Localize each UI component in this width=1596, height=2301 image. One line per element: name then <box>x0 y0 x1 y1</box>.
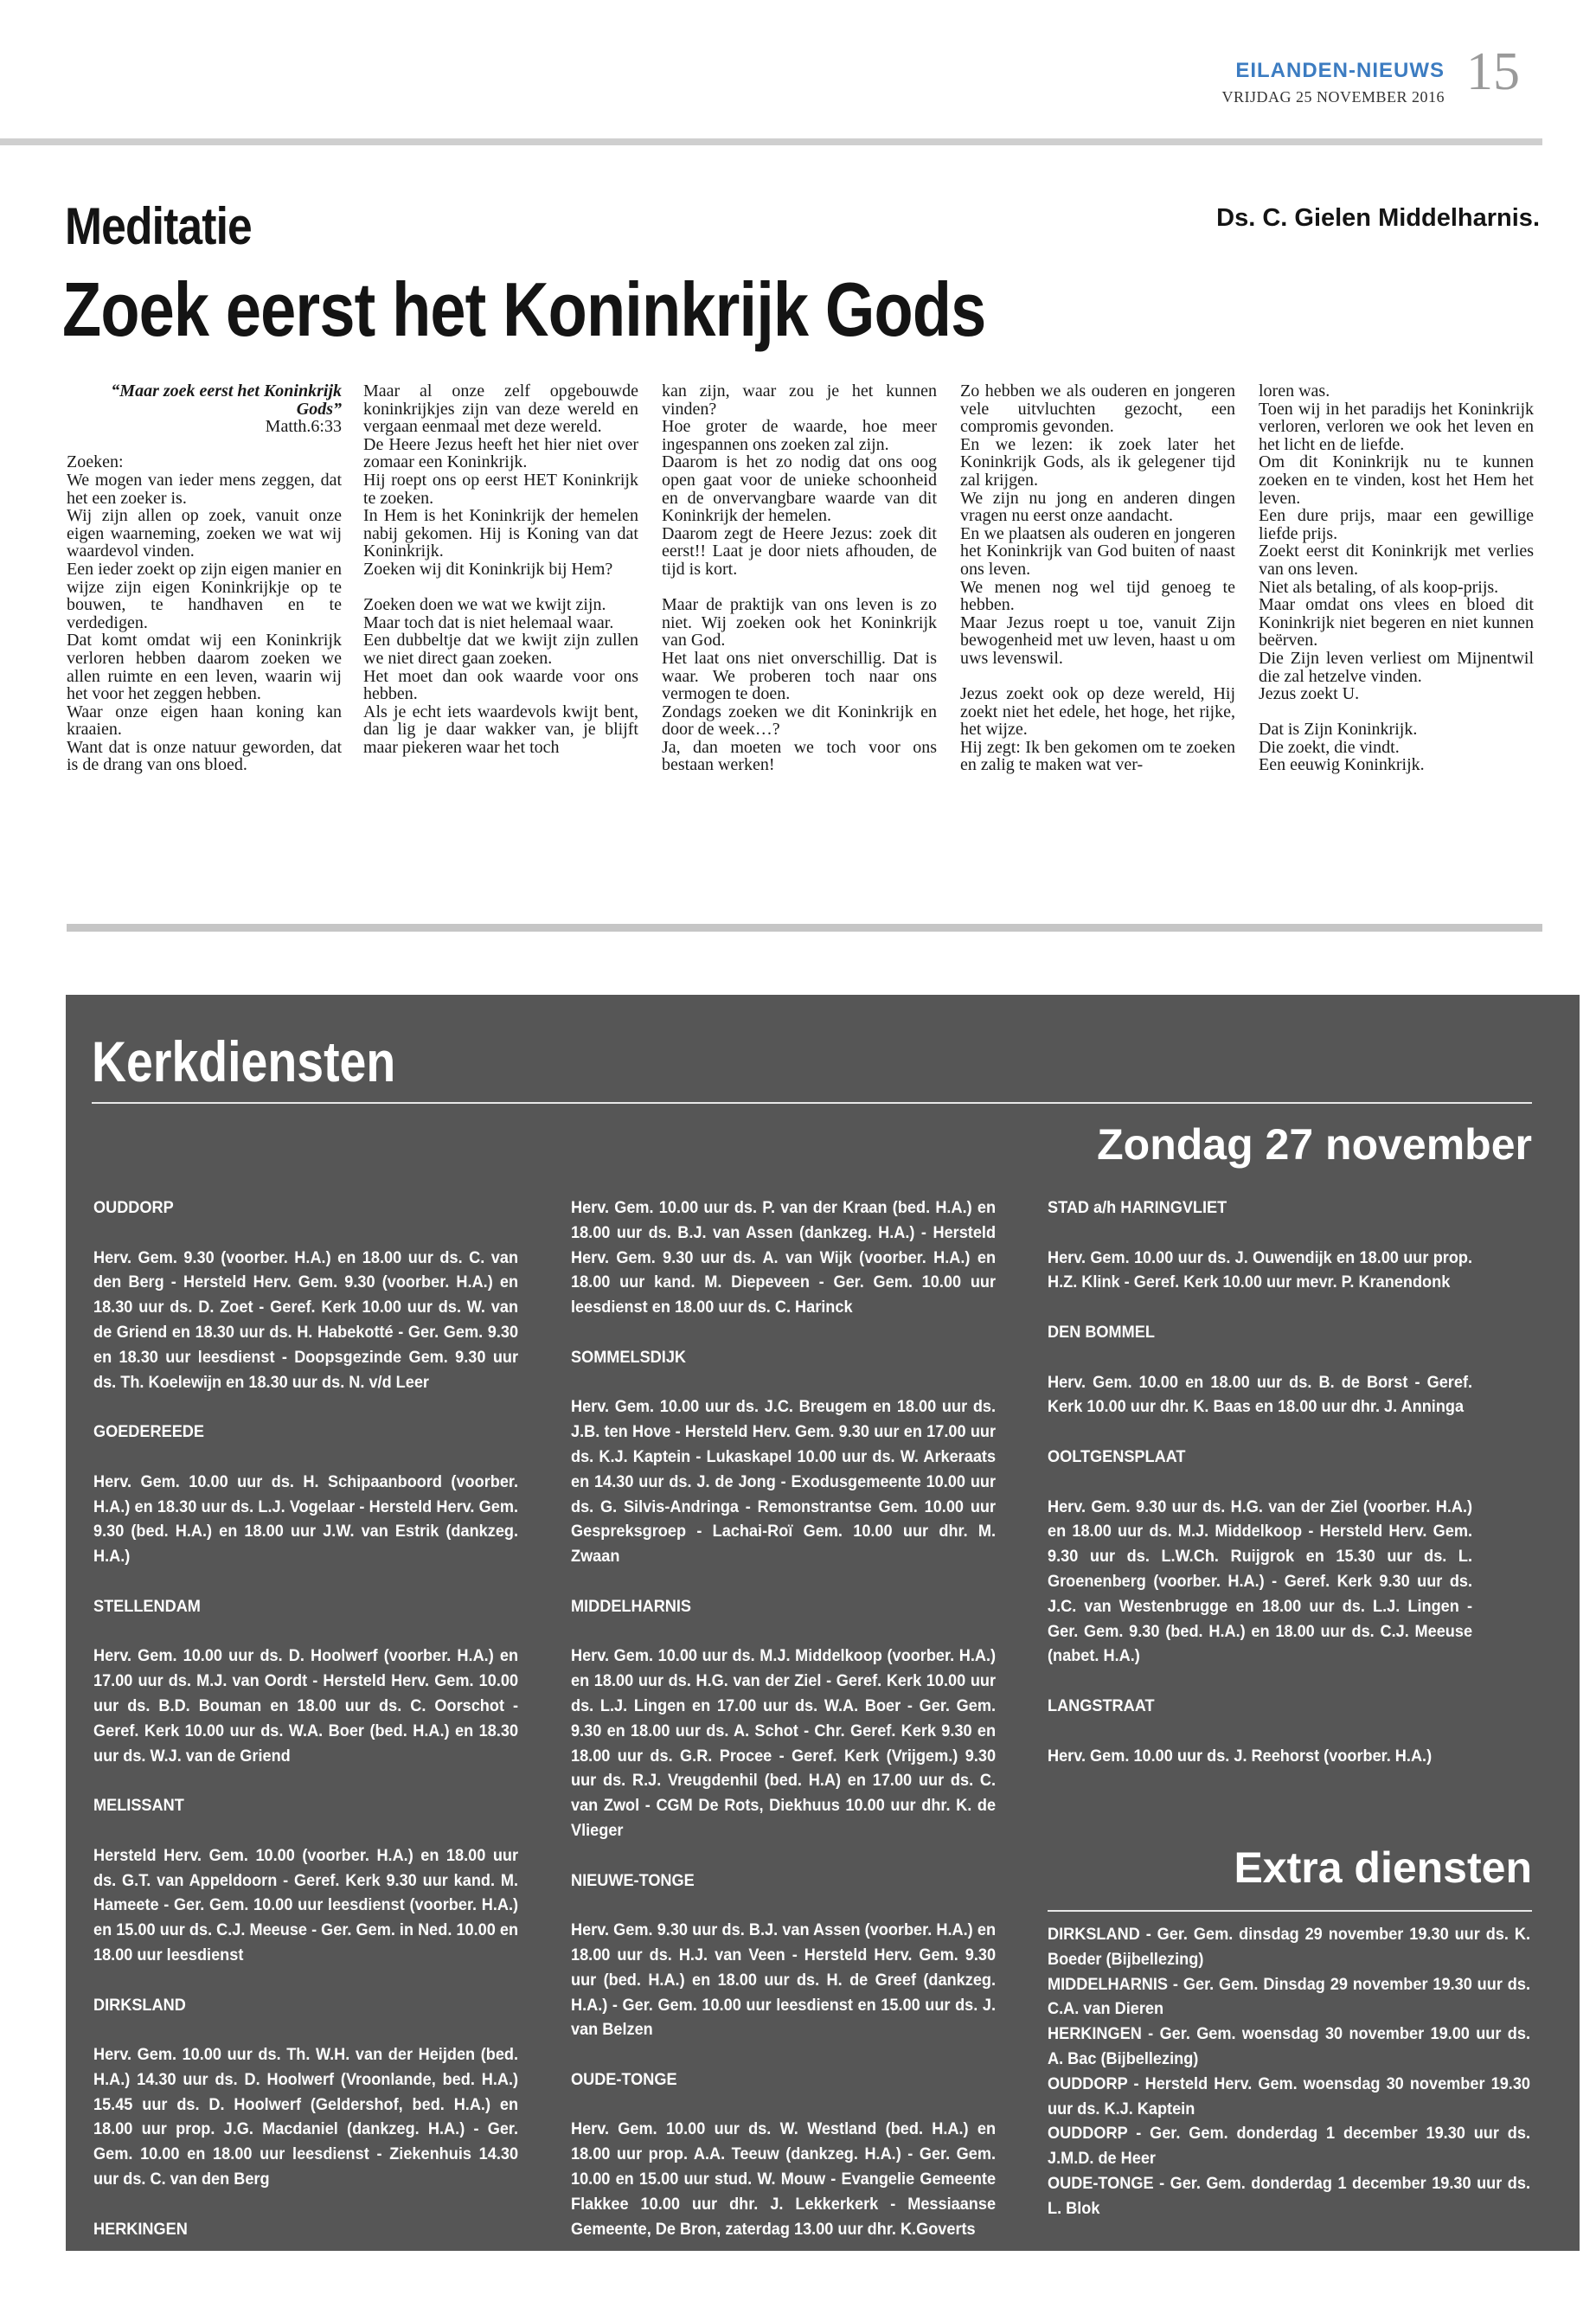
service-listing: Herv. Gem. 10.00 uur ds. D. Hoolwerf (voorber. H.A.) en 17.00 uur ds. M.J. van Oordt - Hersteld Herv. Gem. 10.00 uur ds. B.D. Bouman en 18.00 uur ds. C. Oorschot - Geref. Kerk 10.00 uur ds. W.A. Boer (bed. H.A.) en 18.30 uur ds. W.J. van de Griend <box>93 1646 519 1766</box>
header-divider <box>0 138 1542 145</box>
article-paragraph: Dat komt omdat wij een Koninkrijk verloren hebben daarom zoeken we allen ruimte en een leven, waarin wij het voor het zeggen hebben. <box>67 631 342 704</box>
service-listing: Herv. Gem. 10.00 uur ds. W. Westland (bed. H.A.) en 18.00 uur prop. A.A. Teeuw (dankzeg. H.A.) - Ger. Gem. 10.00 en 15.00 uur stud. W. Mouw - Evangelie Gemeente Flakkee 10.00 uur dhr. J. Lekkerkerk - Messiaanse Gemeente, De Bron, zaterdag 13.00 uur dhr. K.Goverts <box>571 2119 997 2239</box>
article-paragraph: Een ieder zoekt op zijn eigen manier en wijze zijn eigen Koninkrijkje op te bouwen, te handhaven en te verdedigen. <box>67 559 342 632</box>
article-paragraph: We menen nog wel tijd genoeg te hebben. <box>960 577 1235 615</box>
service-listing: Herv. Gem. 10.00 uur ds. P. van der Kraan (bed. H.A.) en 18.00 uur ds. B.J. van Assen (dankzeg. H.A.) - Hersteld Herv. Gem. 9.30 uur ds. A. van Wijk (voorber. H.A.) en 18.00 uur kand. M. Diepeveen - Ger. Gem. 10.00 uur leesdienst en 18.00 uur ds. C. Harinck <box>571 1198 997 1317</box>
newspaper-brand: EILANDEN-NIEUWS <box>1235 59 1445 82</box>
article-paragraph: Ja, dan moeten we toch voor ons bestaan werken! <box>662 737 937 775</box>
column-body <box>662 382 937 774</box>
article-paragraph: Waar onze eigen haan koning kan kraaien. <box>67 702 342 740</box>
bible-quote: “Maar zoek eerst het Koninkrijk Gods” <box>111 381 342 419</box>
article-paragraph: Maar de praktijk van ons leven is zo niet. Wij zoeken ook het Koninkrijk van God. <box>662 595 937 651</box>
article-paragraph: Niet als betaling, of als koop-prijs. <box>1259 577 1499 597</box>
article-column-1 <box>67 382 342 774</box>
town-heading: LANGSTRAAT <box>1048 1695 1155 1715</box>
services-column-1 <box>93 1195 518 2266</box>
article-paragraph: Wij zijn allen op zoek, vanuit onze eigen waarneming, zoeken we wat wij waardevol vinden. <box>67 506 342 561</box>
article-paragraph: Zoeken doen we wat we kwijt zijn. <box>363 595 606 615</box>
article-paragraph: Een dure prijs, maar een gewillige liefde prijs. <box>1259 506 1534 543</box>
article-paragraph: We zijn nu jong en anderen dingen vragen nu eerst onze aandacht. <box>960 488 1235 526</box>
article-column-5 <box>1259 382 1534 774</box>
services-column-3 <box>1048 1195 1472 1793</box>
article-paragraph: kan zijn, waar zou je het kunnen vinden? <box>662 381 937 419</box>
section-label: Meditatie <box>65 197 252 255</box>
article-paragraph: Dat is Zijn Koninkrijk. <box>1259 720 1418 740</box>
article-paragraph: We mogen van ieder mens zeggen, dat het een zoeker is. <box>67 470 342 508</box>
service-listing: Hersteld Herv. Gem. 10.00 (voorber. H.A.) en 18.00 uur ds. G.T. van Appeldoorn - Geref. Kerk 9.30 uur kand. M. Hameete - Ger. Gem. 10.00 uur leesdienst (voorber. H.A.) en 15.00 uur ds. C.J. Meeuse - Ger. Gem. in Ned. 10.00 en 18.00 uur leesdienst <box>93 1845 519 1965</box>
article-paragraph: Zoekt eerst dit Koninkrijk met verlies van ons leven. <box>1259 542 1534 579</box>
article-paragraph: Want dat is onze natuur geworden, dat is de drang van ons bloed. <box>67 737 342 775</box>
article-paragraph: En we plaatsen als ouderen en jongeren het Koninkrijk van God buiten of naast ons leven. <box>960 523 1235 579</box>
page-number: 15 <box>1466 42 1520 101</box>
article-paragraph: Als je echt iets waardevols kwijt bent, dan lig je daar wakker van, je blijft maar piekeren waar het toch <box>363 702 638 757</box>
article-paragraph: Jezus zoekt ook op deze wereld, Hij zoekt niet het edele, het hoge, het rijke, het wijze. <box>960 684 1235 740</box>
service-listing: Herv. Gem. 9.30 uur ds. B.J. van Assen (voorber. H.A.) en 18.00 uur ds. H.J. van Veen - Hersteld Herv. Gem. 9.30 uur (bed. H.A.) en 18.00 uur ds. H. de Greef (dankzeg. H.A.) - Ger. Gem. 10.00 uur leesdienst en 15.00 uur ds. J. van Belzen <box>571 1920 997 2040</box>
town-heading: STELLENDAM <box>93 1596 201 1616</box>
town-heading: HERKINGEN <box>93 2219 188 2239</box>
service-listing: Herv. Gem. 9.30 (voorber. H.A.) en 18.00 uur ds. C. van den Berg - Hersteld Herv. Gem. 9.30 (voorber. H.A.) en 18.30 uur ds. D. Zoet - Geref. Kerk 10.00 uur ds. W. van de Griend en 18.30 uur ds. H. Habekotté - Ger. Gem. 9.30 en 18.30 uur leesdienst - Doopsgezinde Gem. 9.30 uur ds. Th. Koelewijn en 18.30 uur ds. N. v/d Leer <box>93 1247 519 1392</box>
services-column-2 <box>571 1195 996 2266</box>
article-paragraph: Zoeken: <box>67 452 124 472</box>
issue-date: VRIJDAG 25 NOVEMBER 2016 <box>1221 88 1445 106</box>
town-heading: MELISSANT <box>93 1796 184 1816</box>
extra-service-item: DIRKSLAND - Ger. Gem. dinsdag 29 november 19.30 uur ds. K. Boeder (Bijbellezing) <box>1048 1925 1530 1969</box>
article-paragraph: Hij zegt: Ik ben gekomen om te zoeken en zalig te maken wat ver- <box>960 737 1235 775</box>
article-paragraph: Maar Jezus roept u toe, vanuit Zijn bewogenheid met uw leven, haast u om uws levenswil. <box>960 612 1235 668</box>
extra-service-item: HERKINGEN - Ger. Gem. woensdag 30 november 19.00 uur ds. A. Bac (Bijbellezing) <box>1048 2024 1530 2068</box>
extra-service-item: MIDDELHARNIS - Ger. Gem. Dinsdag 29 november 19.30 uur ds. C.A. van Dieren <box>1048 1974 1530 2019</box>
title-rule <box>92 1102 1532 1104</box>
service-listing: Herv. Gem. 10.00 uur ds. H. Schipaanboord (voorber. H.A.) en 18.30 uur ds. L.J. Vogelaar - Hersteld Herv. Gem. 9.30 (bed. H.A.) en 18.00 uur J.W. van Estrik (dankzeg. H.A.) <box>93 1471 519 1567</box>
article-paragraph: Een dubbeltje dat we kwijt zijn zullen we niet direct gaan zoeken. <box>363 631 638 668</box>
article-paragraph: loren was. <box>1259 381 1330 401</box>
town-heading: STAD a/h HARINGVLIET <box>1048 1198 1227 1217</box>
article-paragraph: En we lezen: ik zoek later het Koninkrijk Gods, als ik gelegener tijd zal krijgen. <box>960 434 1235 490</box>
article-paragraph: Zondags zoeken we dit Koninkrijk en door de week…? <box>662 702 937 740</box>
town-heading: DIRKSLAND <box>93 1995 186 2015</box>
article-paragraph: Daarom is het zo nodig dat ons oog open gaat voor de unieke schoonheid en de onvervangbare waarde van dit Koninkrijk der hemelen. <box>662 452 937 526</box>
article-paragraph: Die Zijn leven verliest om Mijnentwil die zal hetzelve vinden. <box>1259 648 1534 686</box>
town-heading: DEN BOMMEL <box>1048 1322 1155 1342</box>
article-paragraph: Daarom zegt de Heere Jezus: zoek dit eerst!! Laat je door niets afhouden, de tijd is kort. <box>662 523 937 579</box>
extra-service-item: OUDE-TONGE - Ger. Gem. donderdag 1 december 19.30 uur ds. L. Blok <box>1048 2173 1530 2218</box>
paragraph-gap <box>67 436 342 454</box>
column-body <box>67 453 342 774</box>
article-paragraph: Jezus zoekt U. <box>1259 684 1360 704</box>
article-paragraph: Toen wij in het paradijs het Koninkrijk verloren, verloren we ook het leven en het licht en de liefde. <box>1259 399 1534 454</box>
town-heading: MIDDELHARNIS <box>571 1596 692 1616</box>
article-paragraph: Een eeuwig Koninkrijk. <box>1259 755 1425 775</box>
column-body <box>960 382 1235 774</box>
article-paragraph: Die zoekt, die vindt. <box>1259 737 1400 757</box>
article-paragraph: Maar al onze zelf opgebouwde koninkrijkjes zijn van deze wereld en vergaan eenmaal met deze wereld. <box>363 381 638 437</box>
column-body <box>363 382 638 756</box>
services-date: Zondag 27 november <box>1097 1120 1532 1169</box>
article-paragraph: Het moet dan ook waarde voor ons hebben. <box>363 666 638 704</box>
article-paragraph: De Heere Jezus heeft het hier niet over zomaar een Koninkrijk. <box>363 434 638 472</box>
town-heading: GOEDEREEDE <box>93 1422 204 1442</box>
article-column-2 <box>363 382 638 756</box>
service-listing: Herv. Gem. 10.00 uur ds. J.C. Breugem en 18.00 uur ds. J.B. ten Hove - Hersteld Herv. Gem. 9.30 uur en 17.00 uur ds. K.J. Kaptein - Lukaskapel 10.00 uur ds. W. Arkeraats en 14.30 uur ds. J. de Jong - Exodusgemeente 10.00 uur ds. G. Silvis-Andringa - Remonstrantse Gem. 10.00 uur Gespreksgroep - Lachai-Roï Gem. 10.00 uur dhr. M. Zwaan <box>571 1397 997 1567</box>
extra-service-item: OUDDORP - Ger. Gem. donderdag 1 december 19.30 uur ds. J.M.D. de Heer <box>1048 2124 1530 2169</box>
bible-reference: Matth.6:33 <box>265 417 342 437</box>
article-paragraph: Om dit Koninkrijk nu te kunnen zoeken en te vinden, kost het Hem het leven. <box>1259 452 1534 508</box>
paragraph-gap <box>363 579 638 597</box>
service-listing: Herv. Gem. 10.00 en 18.00 uur ds. B. de Borst - Geref. Kerk 10.00 uur dhr. K. Baas en 18.00 uur dhr. J. Anninga <box>1048 1372 1473 1417</box>
extra-services-list <box>1048 1922 1530 2221</box>
paragraph-gap <box>662 579 937 597</box>
paragraph-gap <box>1259 703 1534 721</box>
paragraph-gap <box>960 668 1235 686</box>
article-paragraph: Zoeken wij dit Koninkrijk bij Hem? <box>363 559 613 579</box>
article-paragraph: Zo hebben we als ouderen en jongeren vele uitvluchten gezocht, een compromis gevonden. <box>960 381 1235 437</box>
article-paragraph: In Hem is het Koninkrijk der hemelen nabij gekomen. Hij is Koning van dat Koninkrijk. <box>363 506 638 561</box>
article-paragraph: Hoe groter de waarde, hoe meer ingespannen ons zoeken zal zijn. <box>662 417 937 454</box>
town-heading: OUDE-TONGE <box>571 2069 677 2089</box>
service-listing: Herv. Gem. 10.00 uur ds. J. Reehorst (voorber. H.A.) <box>1048 1746 1433 1766</box>
author-byline: Ds. C. Gielen Middelharnis. <box>1216 204 1540 232</box>
service-listing: Herv. Gem. 10.00 uur ds. M.J. Middelkoop (voorber. H.A.) en 18.00 uur ds. H.G. van der Ziel - Geref. Kerk 10.00 uur ds. L.J. Lingen en 17.00 uur ds. W.A. Boer - Ger. Gem. 9.30 en 18.00 uur ds. A. Schot - Chr. Geref. Kerk 9.30 en 18.00 uur ds. G.R. Procee - Geref. Kerk (Vrijgem.) 9.30 uur ds. R.J. Vreugdenhil (bed. H.A) en 17.00 uur ds. C. van Zwol - CGM De Rots, Diekhuus 10.00 uur dhr. K. de Vlieger <box>571 1646 997 1840</box>
article-column-4 <box>960 382 1235 774</box>
extra-service-item: OUDDORP - Hersteld Herv. Gem. woensdag 30 november 19.30 uur ds. K.J. Kaptein <box>1048 2073 1530 2118</box>
article-column-3 <box>662 382 937 774</box>
extra-title-rule <box>1048 1910 1532 1912</box>
town-heading: NIEUWE-TONGE <box>571 1870 695 1890</box>
service-listing: Herv. Gem. 9.30 uur ds. H.G. van der Ziel (voorber. H.A.) en 18.00 uur ds. M.J. Middelkoop - Hersteld Herv. Gem. 9.30 uur ds. L.W.Ch. Ruijgrok en 15.30 uur ds. L. Groenenberg (voorber. H.A.) - Geref. Kerk 9.30 uur ds. J.C. van Westenbrugge en 18.00 uur ds. L.J. Lingen - Ger. Gem. 9.30 (bed. H.A.) en 18.00 uur ds. C.J. Meeuse (nabet. H.A.) <box>1048 1497 1473 1666</box>
article-paragraph: Maar toch dat is niet helemaal waar. <box>363 612 614 632</box>
article-paragraph: Het laat ons niet onverschillig. Dat is waar. We proberen toch naar ons vermogen te doen. <box>662 648 937 704</box>
article-headline: Zoek eerst het Koninkrijk Gods <box>62 266 986 352</box>
service-listing: Herv. Gem. 10.00 uur ds. Th. W.H. van der Heijden (bed. H.A.) 14.30 uur ds. D. Hoolwerf (Vroonlande, bed. H.A.) 15.45 uur ds. D. Hoolwerf (Geldershof, bed. H.A.) en 18.00 uur prop. J.G. Macdaniel (dankzeg. H.A.) - Ger. Gem. 10.00 en 18.00 uur leesdienst - Ziekenhuis 14.30 uur ds. C. van den Berg <box>93 2045 519 2189</box>
service-listing: Herv. Gem. 10.00 uur ds. J. Ouwendijk en 18.00 uur prop. H.Z. Klink - Geref. Kerk 10.00 uur mevr. P. Kranendonk <box>1048 1247 1473 1292</box>
column-body <box>1259 382 1534 774</box>
town-heading: SOMMELSDIJK <box>571 1347 687 1367</box>
extra-services-title: Extra diensten <box>1234 1843 1532 1892</box>
town-heading: OUDDORP <box>93 1198 174 1217</box>
article-paragraph: Hij roept ons op eerst HET Koninkrijk te zoeken. <box>363 470 638 508</box>
church-services-box <box>66 995 1580 2251</box>
section-divider <box>67 924 1542 932</box>
article-paragraph: Maar omdat ons vlees en bloed dit Koninkrijk niet begeren en niet kunnen beërven. <box>1259 595 1534 651</box>
town-heading: OOLTGENSPLAAT <box>1048 1446 1186 1466</box>
church-services-title: Kerkdiensten <box>92 1029 396 1093</box>
